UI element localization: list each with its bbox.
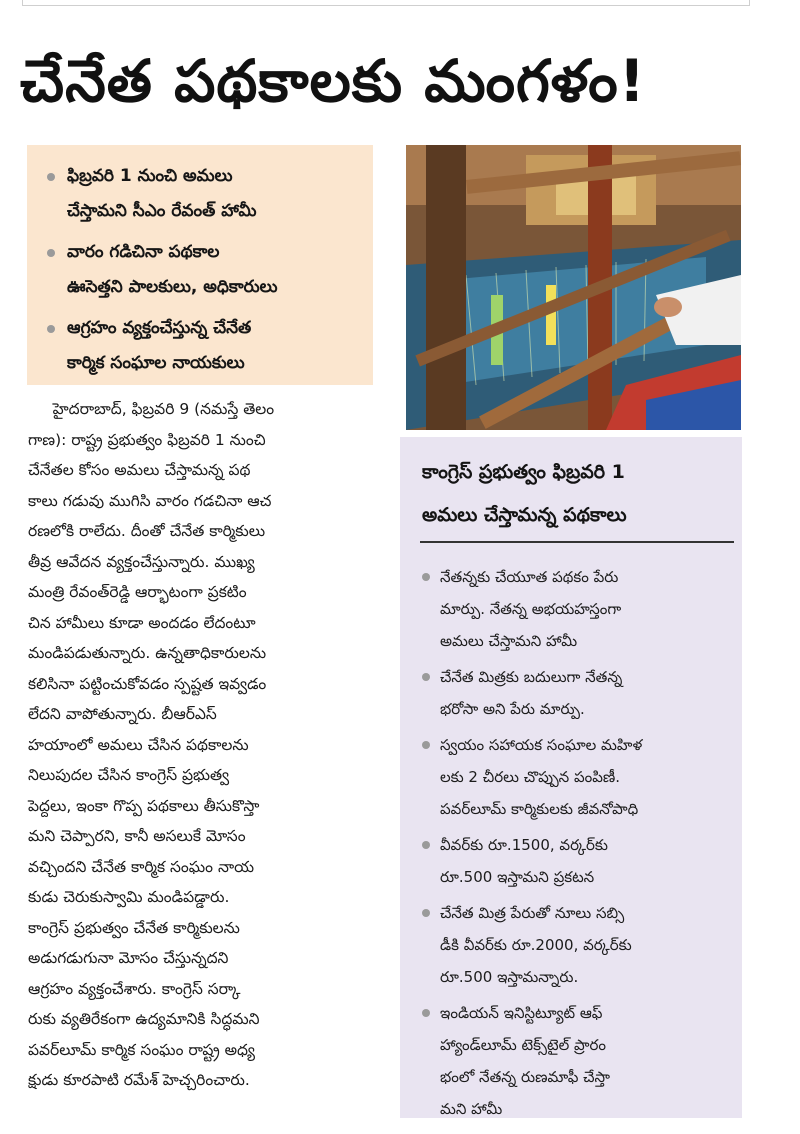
scheme-item <box>414 997 728 1125</box>
article-line: చేనేతల కోసం అమలు చేస్తామన్న పథ <box>28 461 251 479</box>
schemes-sidebar <box>400 437 742 1118</box>
article-line: రణలోకి రాలేదు. దీంతో చేనేత కార్మికులు <box>28 522 266 540</box>
scheme-item <box>414 897 728 993</box>
highlight-line: కార్మిక సంఘాల నాయకులు <box>67 353 245 373</box>
scheme-line: భంలో నేతన్న రుణమాఫీ చేస్తా <box>440 1068 611 1086</box>
article-line: క్షుడు కూరపాటి రమేశ్‌ హెచ్చరించారు. <box>28 1071 250 1089</box>
scheme-line: రూ.500 ఇస్తామని ప్రకటన <box>440 868 595 886</box>
bullet-icon <box>47 325 55 333</box>
scheme-line: నేతన్నకు చేయూత పథకం పేరు <box>440 568 619 586</box>
article-line: కాంగ్రెస్‌ ప్రభుత్వం చేనేత కార్మికులను <box>28 918 240 937</box>
article-line: నిలుపుదల చేసిన కాంగ్రెస్‌ ప్రభుత్వ <box>28 766 230 784</box>
highlight-item <box>45 159 363 229</box>
bullet-icon <box>422 573 430 581</box>
bullet-icon <box>422 1009 430 1017</box>
scheme-line: మని హామీ <box>440 1100 503 1118</box>
bullet-icon <box>422 673 430 681</box>
sidebar-title-underline <box>420 541 734 543</box>
article-line: అడుగడుగునా మోసం చేస్తున్నదని <box>28 949 229 967</box>
bullet-icon <box>47 173 55 181</box>
scheme-item <box>414 829 728 893</box>
article-line: తీవ్ర ఆవేదన వ్యక్తంచేస్తున్నారు. ముఖ్య <box>28 552 255 571</box>
scheme-line: లకు 2 చీరలు చొప్పున పంపిణీ. <box>440 768 621 786</box>
article-line: ఆగ్రహం వ్యక్తంచేశారు. కాంగ్రెస్‌ సర్కా <box>28 979 241 998</box>
highlight-item <box>45 311 363 381</box>
scheme-line: ఇండియన్‌ ఇనిస్టిట్యూట్‌ ఆఫ్‌ <box>440 1004 603 1022</box>
article-line: రుకు వ్యతిరేకంగా ఉద్యమానికి సిద్ధమని <box>28 1010 260 1028</box>
bullet-icon <box>422 841 430 849</box>
article-line: హయాంలో అమలు చేసిన పథకాలను <box>28 735 249 754</box>
article-line: మని చెప్పారని, కానీ అసలుకే మోసం <box>28 827 246 845</box>
article-line: కుడు చెరుకుస్వామి మండిపడ్డారు. <box>28 888 230 906</box>
scheme-line: మార్పు. నేతన్న అభయహస్తంగా <box>440 600 622 618</box>
scheme-line: రూ.500 ఇస్తామన్నారు. <box>440 968 579 986</box>
highlight-item <box>45 235 363 305</box>
scheme-line: చేనేత మిత్రకు బదులుగా నేతన్న <box>440 668 623 686</box>
article-line: హైదరాబాద్‌, ఫిబ్రవరి 9 (నమస్తే తెలం <box>28 400 275 418</box>
scheme-line: వీవర్‌కు రూ.1500, వర్కర్‌కు <box>440 836 608 854</box>
scheme-item <box>414 661 728 725</box>
scheme-line: పవర్‌లూమ్‌ కార్మికులకు జీవనోపాధి <box>440 800 639 818</box>
article-line: పెద్దలు, ఇంకా గొప్ప పథకాలు తీసుకొస్తా <box>28 796 260 815</box>
scheme-line: స్వయం సహాయక సంఘాల మహిళ <box>440 736 643 754</box>
scheme-item <box>414 561 728 657</box>
article-line: కాలు గడువు ముగిసి వారం గడచినా ఆచ <box>28 491 272 510</box>
scheme-line: హ్యాండ్‌లూమ్‌ టెక్స్‌టైల్‌ ప్రారం <box>440 1036 606 1054</box>
highlight-line: ఊసెత్తని పాలకులు, అధికారులు <box>67 277 278 297</box>
highlight-line: ఆగ్రహం వ్యక్తంచేస్తున్న చేనేత <box>67 318 252 338</box>
article-line: వచ్చిందని చేనేత కార్మిక సంఘం నాయ <box>28 857 254 876</box>
highlight-line: ఫిబ్రవరి 1 నుంచి అమలు <box>67 166 233 186</box>
scheme-line: భరోసా అని పేరు మార్పు. <box>440 700 585 718</box>
handloom-photo <box>406 145 741 430</box>
highlight-line: వారం గడిచినా పథకాల <box>67 242 220 262</box>
article-line: కలిసినా పట్టించుకోవడం స్పష్టత ఇవ్వడం <box>28 674 267 693</box>
scheme-line: డీకి వీవర్‌కు రూ.2000, వర్కర్‌కు <box>440 936 632 954</box>
article-line: చిన హామీలు కూడా అందడం లేదంటూ <box>28 613 256 632</box>
highlights-box <box>27 145 373 385</box>
article-line: పవర్‌లూమ్‌ కార్మిక సంఘం రాష్ట్ర అధ్య <box>28 1040 255 1059</box>
loom-illustration <box>406 145 741 430</box>
sidebar-title-line: అమలు చేస్తామన్న పథకాలు <box>422 504 627 526</box>
highlight-line: చేస్తామని సీఎం రేవంత్‌ హామీ <box>67 201 257 221</box>
scheme-line: చేనేత మిత్ర పేరుతో నూలు సబ్సి <box>440 904 625 922</box>
article-line: మండిపడుతున్నారు. ఉన్నతాధికారులను <box>28 644 267 662</box>
top-border-rule <box>22 0 750 6</box>
article-line: లేదని వాపోతున్నారు. బీఆర్‌ఎస్‌ <box>28 705 217 723</box>
article-body <box>28 394 374 1096</box>
sidebar-title-line: కాంగ్రెస్‌ ప్రభుత్వం ఫిబ్రవరి 1 <box>422 461 625 483</box>
article-line: గాణ): రాష్ట్ర ప్రభుత్వం ఫిబ్రవరి 1 నుంచి <box>28 430 266 449</box>
bullet-icon <box>47 249 55 257</box>
scheme-item <box>414 729 728 825</box>
scheme-line: అమలు చేస్తామని హామీ <box>440 632 578 650</box>
bullet-icon <box>422 741 430 749</box>
bullet-icon <box>422 909 430 917</box>
article-line: మంత్రి రేవంత్‌రెడ్డి ఆర్భాటంగా ప్రకటిం <box>28 583 247 601</box>
headline: చేనేత పథకాలకు మంగళం! <box>20 47 647 115</box>
